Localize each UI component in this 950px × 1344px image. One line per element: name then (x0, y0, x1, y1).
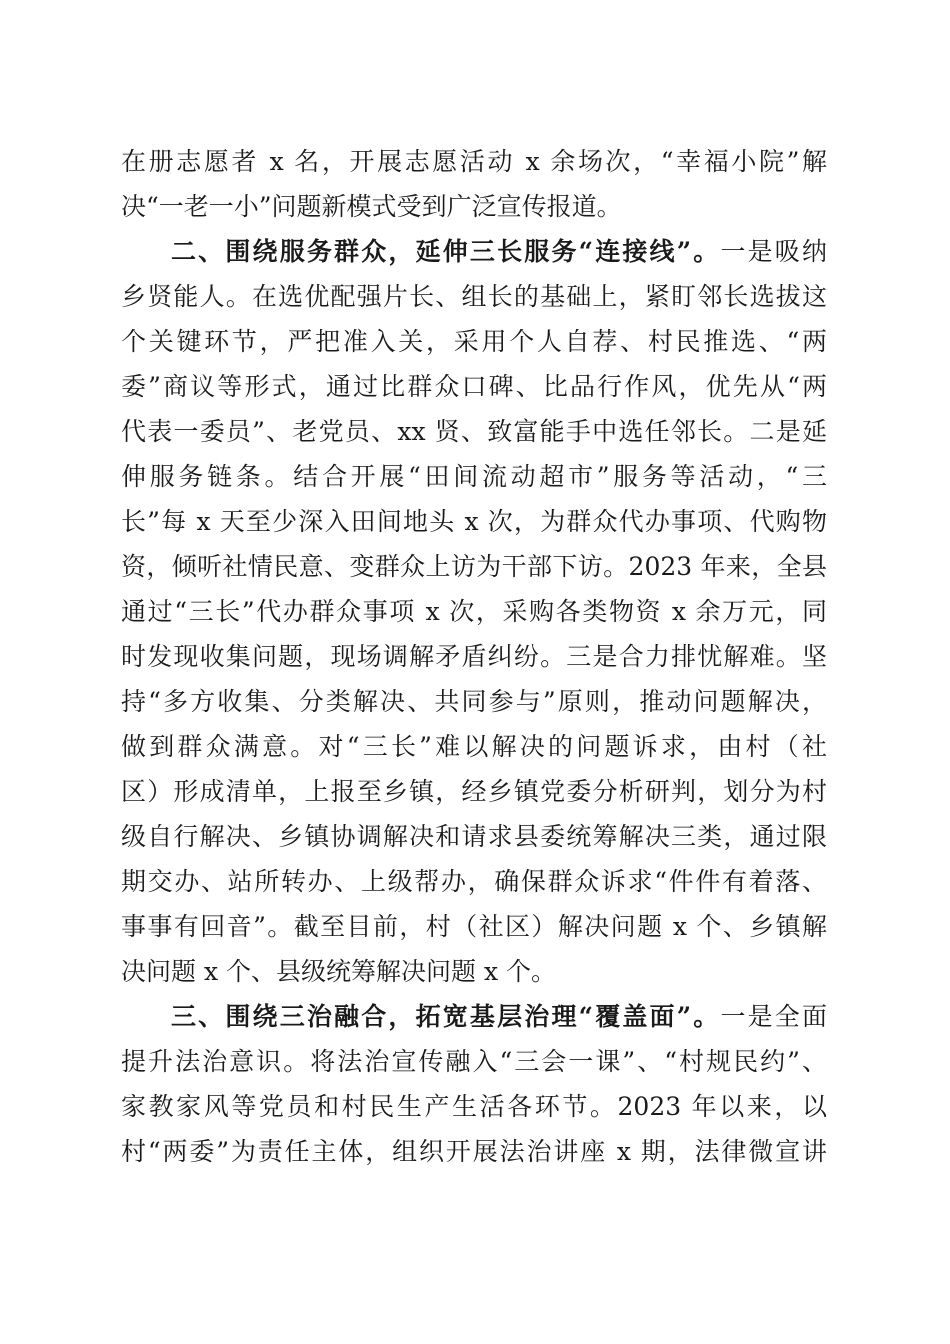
section-heading: 三、围绕三治融合，拓宽基层治理“覆盖面”。 (171, 1002, 721, 1031)
paragraph-line: 个关键环节，严把准入关，采用个人自荐、村民推选、“两 (121, 327, 827, 356)
paragraph-line: 通过“三长”代办群众事项 x 次，采购各类物资 x 余万元，同 (121, 597, 827, 626)
paragraph-line: 伸服务链条。结合开展“田间流动超市”服务等活动，“三 (121, 462, 827, 491)
paragraph-line: 资，倾听社情民意、变群众上访为干部下访。2023 年来，全县 (121, 552, 827, 581)
paragraph-line: 家教家风等党员和村民生产生活各环节。2023 年以来，以 (121, 1092, 827, 1121)
section-heading: 二、围绕服务群众，延伸三长服务“连接线”。 (171, 237, 721, 266)
paragraph-line: 委”商议等形式，通过比群众口碑、比品行作风，优先从“两 (121, 372, 827, 401)
paragraph-line: 在册志愿者 x 名，开展志愿活动 x 余场次，“幸福小院”解 (121, 147, 827, 176)
paragraph-line: 长”每 x 天至少深入田间地头 x 次，为群众代办事项、代购物 (121, 507, 827, 536)
paragraph-line: 提升法治意识。将法治宣传融入“三会一课”、“村规民约”、 (121, 1047, 827, 1076)
section-heading-line: 二、围绕服务群众，延伸三长服务“连接线”。一是吸纳 (171, 237, 827, 266)
paragraph-line: 村“两委”为责任主体，组织开展法治讲座 x 期，法律微宣讲 (121, 1137, 827, 1166)
paragraph-line: 做到群众满意。对“三长”难以解决的问题诉求，由村（社 (121, 732, 827, 761)
paragraph-line: 区）形成清单，上报至乡镇，经乡镇党委分析研判，划分为村 (121, 777, 827, 806)
paragraph-line: 事事有回音”。截至目前，村（社区）解决问题 x 个、乡镇解 (121, 912, 827, 941)
paragraph-line: 持“多方收集、分类解决、共同参与”原则，推动问题解决， (121, 687, 827, 716)
paragraph-line: 级自行解决、乡镇协调解决和请求县委统筹解决三类，通过限 (121, 822, 827, 851)
paragraph-line: 决“一老一小”问题新模式受到广泛宣传报道。 (121, 192, 622, 221)
paragraph-line: 决问题 x 个、县级统筹解决问题 x 个。 (121, 957, 556, 986)
paragraph-line: 代表一委员”、老党员、xx 贤、致富能手中选任邻长。二是延 (121, 417, 827, 446)
section-heading-line: 三、围绕三治融合，拓宽基层治理“覆盖面”。一是全面 (171, 1002, 827, 1031)
paragraph-line: 乡贤能人。在选优配强片长、组长的基础上，紧盯邻长选拔这 (121, 282, 827, 311)
paragraph-line: 时发现收集问题，现场调解矛盾纠纷。三是合力排忧解难。坚 (121, 642, 827, 671)
paragraph-line: 期交办、站所转办、上级帮办，确保群众诉求“件件有着落、 (121, 867, 827, 896)
